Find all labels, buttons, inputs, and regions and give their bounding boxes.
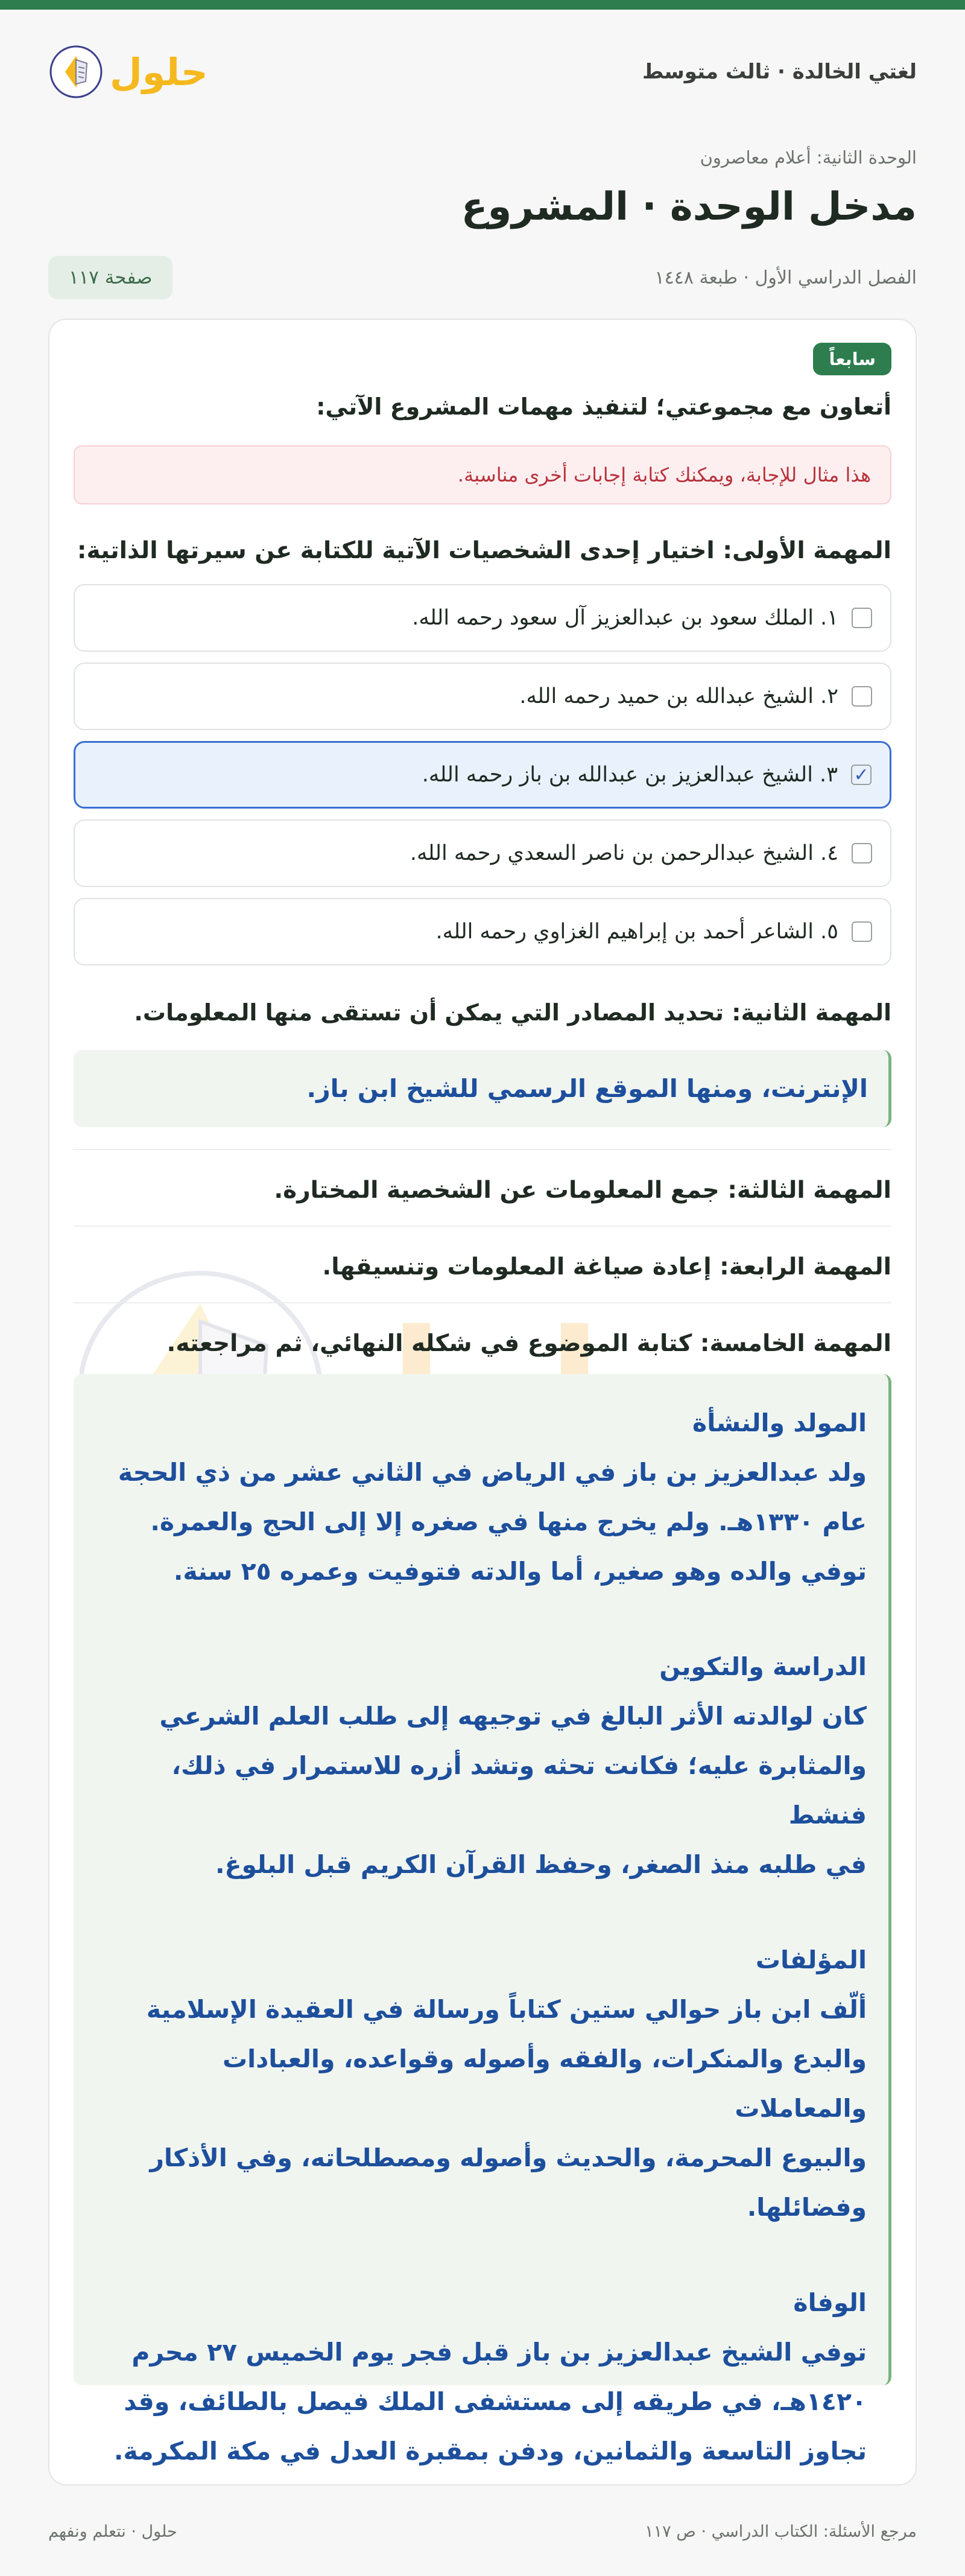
footer-brand[interactable]: حلول · نتعلم ونفهم	[48, 2522, 177, 2541]
option-item-selected[interactable]	[74, 741, 891, 809]
checkbox-checked-icon[interactable]: ✓	[851, 765, 872, 785]
bio-section	[95, 1935, 867, 2232]
bio-line: ولد عبدالعزيز بن باز في الرياض في الثاني عشر من ذي الحجة	[118, 1458, 867, 1487]
checkbox-icon[interactable]	[852, 843, 872, 863]
bio-line: في طلبه منذ الصغر، وحفظ القرآن الكريم قبل البلوغ.	[215, 1850, 867, 1879]
task-two-answer: الإنترنت، ومنها الموقع الرسمي للشيخ ابن باز.	[74, 1050, 891, 1127]
biography-answer	[74, 1374, 891, 2466]
page-number-pill: صفحة ١١٧	[48, 256, 172, 299]
bio-section	[95, 1642, 867, 1889]
bio-line: والمثابرة عليه؛ فكانت تحثه وتشد أزره للاستمرار في ذلك، فنشط	[171, 1751, 867, 1830]
option-label: ٥. الشاعر أحمد بن إبراهيم الغزاوي رحمه الله.	[435, 920, 838, 944]
page-intro	[0, 147, 965, 299]
option-item[interactable]	[74, 663, 891, 730]
bio-heading: المولد والنشأة	[692, 1408, 867, 1437]
task-intro: أتعاون مع مجموعتي؛ لتنفيذ مهمات المشروع الآتي:	[316, 393, 891, 420]
answer-note: هذا مثال للإجابة، ويمكنك كتابة إجابات أخرى مناسبة.	[74, 445, 891, 504]
top-accent-bar	[0, 0, 965, 10]
option-label: ٤. الشيخ عبدالرحمن بن ناصر السعدي رحمه الله.	[410, 841, 838, 865]
footer-reference: مرجع الأسئلة: الكتاب الدراسي · ص ١١٧	[645, 2522, 917, 2541]
option-item[interactable]	[74, 819, 891, 887]
checkbox-icon[interactable]	[852, 686, 872, 707]
site-logo[interactable]	[48, 44, 208, 100]
bio-line: والبيوع المحرمة، والحديث وأصوله ومصطلحاته، وفي الأذكار	[150, 2143, 867, 2172]
page-title: مدخل الوحدة · المشروع	[461, 185, 917, 229]
page-header	[0, 10, 965, 134]
task-one-heading: المهمة الأولى: اختيار إحدى الشخصيات الآتية للكتابة عن سيرتها الذاتية:	[77, 537, 891, 564]
task-two-heading: المهمة الثانية: تحديد المصادر التي يمكن أن تستقى منها المعلومات.	[134, 999, 891, 1026]
logo-text: حلول	[110, 49, 208, 94]
bio-section	[95, 1398, 867, 1596]
bio-heading: الوفاة	[793, 2288, 867, 2317]
page-footer	[48, 2522, 917, 2541]
bio-line: عام ١٣٣٠هـ. ولم يخرج منها في صغره إلا إلى الحج والعمرة.	[150, 1507, 867, 1536]
bio-line: وفضائلها.	[747, 2193, 867, 2222]
section-badge: سابعاً	[813, 343, 891, 375]
bio-line: تجاوز التاسعة والثمانين، ودفن بمقبرة العدل في مكة المكرمة.	[113, 2437, 867, 2466]
checkbox-icon[interactable]	[852, 921, 872, 942]
book-title: لغتي الخالدة · ثالث متوسط	[642, 60, 917, 84]
option-label: ١. الملك سعود بن عبدالعزيز آل سعود رحمه الله.	[412, 606, 838, 630]
bio-heading: المؤلفات	[755, 1945, 867, 1974]
task-four-heading: المهمة الرابعة: إعادة صياغة المعلومات وتنسيقها.	[322, 1253, 891, 1280]
edition-info: الفصل الدراسي الأول · طبعة ١٤٤٨	[654, 267, 917, 288]
option-label: ٣. الشيخ عبدالعزيز بن عبدالله بن باز رحمه الله.	[422, 763, 838, 787]
bio-section	[95, 2278, 867, 2476]
option-label: ٢. الشيخ عبدالله بن حميد رحمه الله.	[519, 684, 838, 708]
option-item[interactable]	[74, 584, 891, 652]
book-emblem-icon	[48, 44, 104, 100]
bio-line: ألّف ابن باز حوالي ستين كتاباً ورسالة في العقيدة الإسلامية	[146, 1995, 867, 2024]
task-five-heading: المهمة الخامسة: كتابة الموضوع في شكله النهائي، ثم مراجعته.	[166, 1330, 891, 1357]
checkbox-icon[interactable]	[852, 608, 872, 628]
bio-line: توفي والده وهو صغير، أما والدته فتوفيت وعمره ٢٥ سنة.	[173, 1557, 867, 1586]
bio-heading: الدراسة والتكوين	[659, 1652, 867, 1681]
meta-row	[48, 256, 917, 299]
task-three-heading: المهمة الثالثة: جمع المعلومات عن الشخصية المختارة.	[274, 1177, 891, 1204]
bio-line: توفي الشيخ عبدالعزيز بن باز قبل فجر يوم الخميس ٢٧ محرم	[131, 2338, 867, 2367]
bio-line: والبدع والمنكرات، والفقه وأصوله وقواعده، والعبادات والمعاملات	[222, 2044, 867, 2123]
bio-line: ١٤٢٠هـ، في طريقه إلى مستشفى الملك فيصل بالطائف، وقد	[124, 2387, 867, 2416]
bio-line: كان لوالدته الأثر البالغ في توجيهه إلى طلب العلم الشرعي	[159, 1702, 867, 1731]
unit-label: الوحدة الثانية: أعلام معاصرون	[700, 147, 917, 168]
option-item[interactable]	[74, 898, 891, 965]
character-options	[74, 584, 891, 965]
exercise-card	[48, 319, 917, 2485]
